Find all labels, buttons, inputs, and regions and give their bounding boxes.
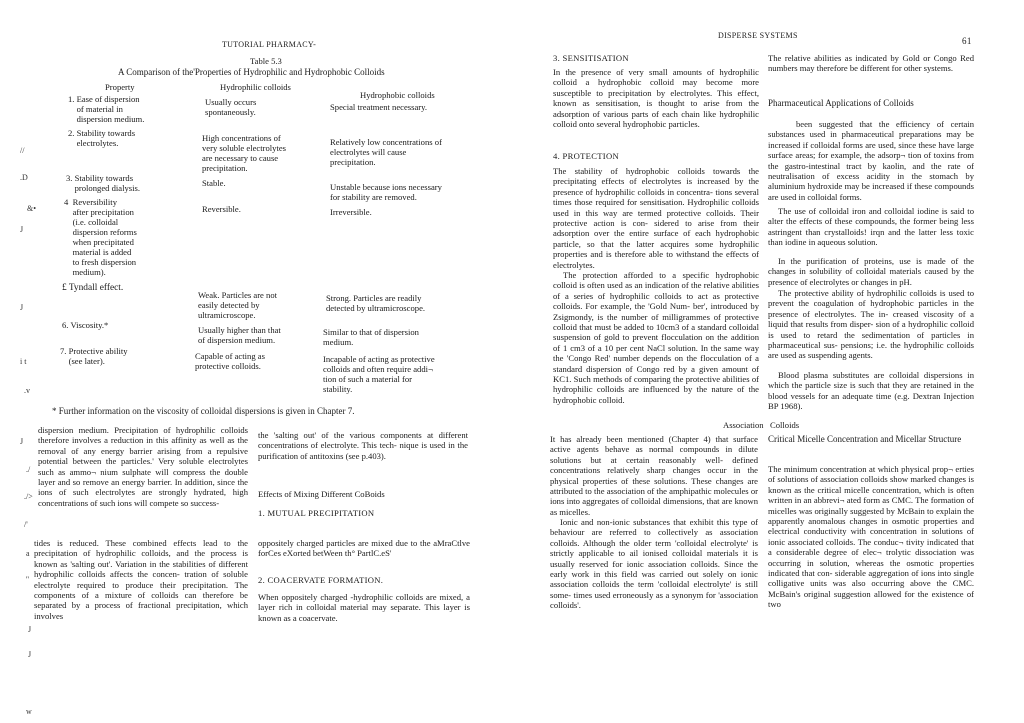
margin-mark: &• bbox=[27, 204, 37, 213]
margin-mark: a bbox=[26, 549, 30, 558]
protection-text-b: The protection afforded to a specific hydrophobic colloid is often used as an indication of the relative abilities of a series of hydrophilic colloids to act as protective colloids. For example, the 'Gold Num- ber', introduced by Zsigmondy, is the number of milligrammes of protective colloid that must be added to 10cm3 of a standard colloidal suspension of gold to prevent flocculation on the addition of 1 cm3 of a 10 per cent NaCl solution. In the same way the 'Congo Red' number depends on the flocculation of a standard dispersion of Congo red by a given amount of KC1. Such methods of comparing the protective abilities of hydrophilic colloids are influenced by the nature of the hydrophobic colloid. bbox=[553, 270, 759, 405]
pharm-applications-heading: Pharmaceutical Applications of Colloids bbox=[768, 98, 914, 108]
margin-mark: J bbox=[20, 225, 24, 234]
colloids-heading-word: Colloids bbox=[770, 420, 800, 430]
pharm-applications-text-b: The use of colloidal iron and colloidal iodine is said to alter the effects of these compounds, the former being less astringent than crystalloids! irqn and the latter less toxic than iodine in aqueous solution. bbox=[768, 206, 974, 248]
coacervate-heading: 2. COACERVATE FORMATION. bbox=[258, 575, 384, 585]
association-text-b: Ionic and non-ionic substances that exhibit this type of behaviour are referred to collectively as association colloids. Although the older term 'colloidal electrolyte' is strictly applicable to ail ionised colloidal materials it is usually reserved for ionic association colloids. Since the early work in this field was carried out solely on ionic association colloids the term 'colloidal electrolyte' is still some- times used erroneously as a synonym for 'association colloids'. bbox=[550, 517, 758, 611]
row6-hydrophilic: Usually higher than that of dispersion medium. bbox=[198, 325, 281, 345]
row6-hydrophobic: Similar to that of dispersion medium. bbox=[323, 327, 419, 347]
margin-mark: w bbox=[26, 707, 32, 716]
row4-property: 4 Reversibility after precipitation (i.e. colloidal dispersion reforms when precipitated material is added to fresh dispersion medium). bbox=[64, 197, 137, 277]
mutual-precipitation-heading: 1. MUTUAL PRECIPITATION bbox=[258, 508, 375, 518]
pharm-applications-text: been suggested that the efficiency of certain substances used in pharmaceutical preparations may be increased if colloidal forms are used, since these have large surface areas; for example, the adsorp¬ tion of toxins from the gastro-intestinal tract by kaolin, and the rate of neutralisation of excess acidity in the stomach by aluminium hydroxide may be increased if these compounds are used in colloidal forms. bbox=[768, 119, 974, 202]
margin-mark: J bbox=[28, 625, 32, 634]
coacervate-text: When oppositely charged -hydrophilic colloids are mixed, a layer rich in colloidal material may separate. This layer is known as a coacervate. bbox=[258, 592, 470, 623]
table-title: A Comparison of the'Properties of Hydrophilic and Hydrophobic Colloids bbox=[118, 67, 385, 77]
col-header-hydrophobic: Hydrophobic colloids bbox=[360, 90, 435, 100]
table-footnote: * Further information on the viscosity of colloidal dispersions is given in Chapter 7. bbox=[52, 406, 355, 416]
row1-hydrophilic: Usually occurs spontaneously. bbox=[205, 97, 257, 117]
margin-mark: .D bbox=[20, 173, 28, 182]
table-number: Table 5.3 bbox=[250, 56, 282, 66]
relative-abilities-text: The relative abilities as indicated by Gold or Congo Red numbers may therefore be different for other systems. bbox=[768, 53, 974, 74]
left-col1-paragraph-b: tides is reduced. These combined effects lead to the precipitation of hydrophilic colloids, and the process is known as 'salting out'. Variation in the stabilities of different hydrophilic colloids affects the concen- tration of soluble electrolyte required to produce their precipitation. The components of a mixture of colloids can therefore be separated by a process of fractional precipitation, which involves bbox=[34, 538, 248, 621]
row3-hydrophilic: Stable. bbox=[202, 178, 226, 188]
row7-hydrophobic: Incapable of acting as protective colloids and often require addi¬ tion of such a material for stability. bbox=[323, 354, 435, 394]
row6-property: 6. Viscosity.* bbox=[62, 320, 109, 330]
margin-mark: J bbox=[28, 650, 32, 659]
row4-hydrophobic: Irreversible. bbox=[330, 207, 372, 217]
cmc-heading: Critical Micelle Concentration and Micellar Structure bbox=[768, 434, 962, 444]
protection-text: The stability of hydrophobic colloids towards the precipitating effects of electrolytes is increased by the presence of hydrophilic colloids in concentra- tions several times those required for sensitisation. Hydrophilic colloids used in this way are termed protective colloids. Their protective action is con- sidered to arise from their adsorption over the entire surface of each hydrophobic particle, so that the latter acquires some hydrophilic properties and is therefore able to withstand the effects of electrolytes. bbox=[553, 166, 759, 270]
margin-mark: // bbox=[20, 146, 25, 155]
row7-hydrophilic: Capable of acting as protective colloids. bbox=[195, 351, 265, 371]
pharm-applications-text-d: The protective ability of hydrophilic colloids is used to prevent the coagulation of hydrophobic particles in the presence of electrolytes. The in- creased viscosity of a liquid that results from disper- sion of a hydrophilic colloid is used to retard the sedimentation of particles in pharmaceutical sus- pensions; i.e. the hydrophilic colloids are used as suspending agents. bbox=[768, 288, 974, 361]
row1-property: 1. Ease of dispersion of material in dispersion medium. bbox=[68, 94, 145, 124]
margin-mark: ./ bbox=[26, 465, 31, 474]
margin-mark: ./> bbox=[24, 492, 33, 501]
row7-property: 7. Protective ability (see later). bbox=[60, 346, 128, 366]
sensitisation-text: In the presence of very small amounts of hydrophilic colloid a hydrophobic colloid may become more susceptible to precipitation by electrolytes. This effect, known as sensitisation, is thought to arise from the adsorption of various parts of each chain like hydrophilic colloid onto several hydrophobic particles. bbox=[553, 67, 759, 130]
row2-hydrophilic: High concentrations of very soluble electrolytes are necessary to cause precipitation. bbox=[202, 133, 286, 173]
row1-hydrophobic: Special treatment necessary. bbox=[330, 102, 428, 112]
protection-heading: 4. PROTECTION bbox=[553, 151, 619, 161]
cmc-text: The minimum concentration at which physical prop¬ erties of solutions of association colloids show marked changes is known as the critical micelle concentration, which is often written in an abbrevi¬ ated form as CMC. The formation of micelles was originally suggested by McBain to explain the apparently anomalous changes in osmotic properties and electrical conductivity with concentration in solutions of ionic associated colloids. The conduc¬ tivity indicated that a considerable degree of elec¬ trolytic dissociation was occurring in solution, whereas the osmotic properties indicated that con- siderable aggregation of ions into single colligative units was also occurring above the CMC. McBain's original suggestion allowed for the existence of two bbox=[768, 464, 974, 610]
row3-property: 3. Stability towards prolonged dialysis. bbox=[66, 173, 140, 193]
left-running-head: TUTORIAL PHARMACY- bbox=[222, 40, 317, 49]
mutual-precipitation-text: oppositely charged particles are mixed due to the aMraCtlve forCes eXorted betWeen th° PartlC.eS' bbox=[258, 538, 470, 559]
row2-property: 2. Stability towards electrolytes. bbox=[68, 128, 136, 148]
association-text: It has already been mentioned (Chapter 4) that surface active agents behave as normal compounds in dilute solutions but at certain reasonably well- defined concentrations relatively sharp changes occur in the physical properties of these solutions. These changes are attributed to the association of the amphipathic molecules or ions into aggregates of colloidal dimensions, that are known as micelles. bbox=[550, 434, 758, 517]
row4-hydrophilic: Reversible. bbox=[202, 204, 241, 214]
pharm-applications-text-c: In the purification of proteins, use is made of the changes in solubility of colloidal materials caused by the presence of electrolytes or changes in pH. bbox=[768, 256, 974, 287]
row5-property: £ Tyndall effect. bbox=[62, 283, 124, 293]
col-header-property: Property bbox=[105, 82, 135, 92]
row5-hydrophobic: Strong. Particles are readily detected by ultramicroscope. bbox=[326, 293, 426, 313]
sensitisation-heading: 3. SENSITISATION bbox=[553, 53, 629, 63]
row2-hydrophobic: Relatively low concentrations of electrolytes will cause precipitation. bbox=[330, 137, 442, 167]
margin-mark: i t bbox=[20, 357, 27, 366]
left-col2-paragraph: the 'salting out' of the various components at different concentrations of electrolyte. This tech- nique is used in the purification of antitoxins (see p.403). bbox=[258, 430, 468, 461]
col-header-hydrophilic: Hydrophilic colloids bbox=[220, 82, 291, 92]
right-running-head: DISPERSE SYSTEMS bbox=[718, 31, 798, 40]
row3-hydrophobic: Unstable because ions necessary for stability are removed. bbox=[330, 182, 442, 202]
page-number: 61 bbox=[962, 36, 972, 46]
margin-mark: J bbox=[20, 303, 24, 312]
mixing-heading: Effects of Mixing Different CoBoids bbox=[258, 489, 385, 499]
row5-hydrophilic: Weak. Particles are not easily detected by ultramicroscope. bbox=[198, 290, 278, 320]
margin-mark: J bbox=[20, 437, 24, 446]
margin-mark: /' bbox=[24, 520, 28, 529]
association-heading: Association bbox=[723, 420, 764, 430]
margin-mark: '' bbox=[26, 575, 29, 584]
margin-mark: .v bbox=[24, 386, 30, 395]
left-col1-paragraph: dispersion medium. Precipitation of hydrophilic colloids therefore involves a reduction in this affinity as well as the removal of any energy barrier arising from a repulsive potential between the particles.' Very soluble electrolytes such as ammo¬ nium sulphate will compress the double layer and so remove an energy barrier. In addition, since the ions of such electrolytes are strongly hydrated, high concentrations of such ions will compete so success- bbox=[38, 425, 248, 508]
pharm-applications-text-e: Blood plasma substitutes are colloidal dispersions in which the particle size is such that they are retained in the blood vessels for an adequate time (e.g. Dextran Injection BP 1968). bbox=[768, 370, 974, 412]
